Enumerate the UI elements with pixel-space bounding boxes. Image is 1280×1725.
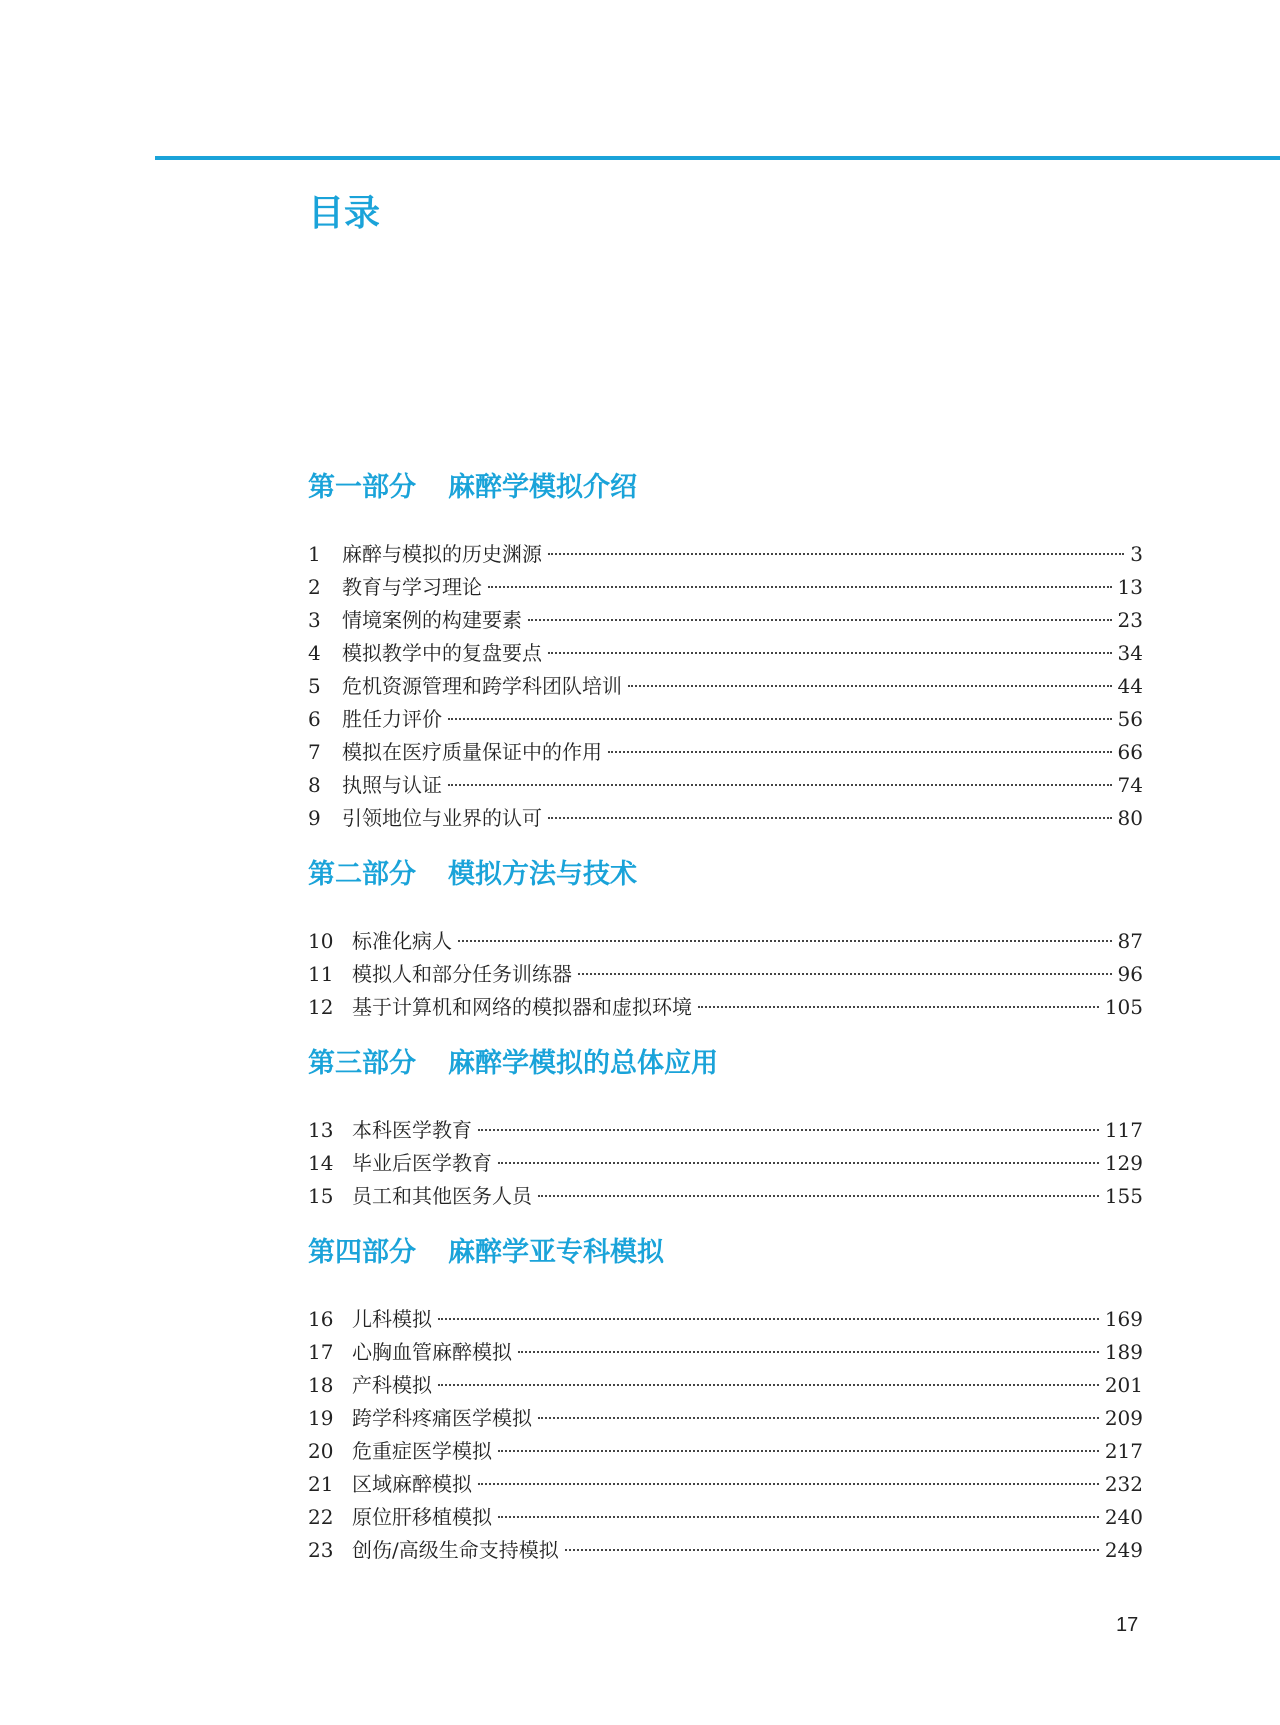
chapter-page: 117 xyxy=(1104,1118,1143,1142)
chapter-page: 201 xyxy=(1104,1373,1143,1397)
chapter-page: 249 xyxy=(1104,1538,1143,1562)
toc-entry[interactable] xyxy=(308,958,1143,991)
chapter-number: 1 xyxy=(308,542,321,566)
chapter-page: 129 xyxy=(1104,1151,1143,1175)
chapter-number: 17 xyxy=(308,1340,334,1364)
chapter-title: 标准化病人 xyxy=(352,929,452,953)
chapter-number: 5 xyxy=(308,674,321,698)
dot-leader xyxy=(608,751,1112,753)
dot-leader xyxy=(698,1006,1099,1008)
toc-entry[interactable] xyxy=(308,1534,1143,1567)
chapter-page: 23 xyxy=(1117,608,1143,632)
toc-entry[interactable] xyxy=(308,1336,1143,1369)
chapter-title: 麻醉与模拟的历史渊源 xyxy=(342,542,542,566)
chapter-title: 模拟在医疗质量保证中的作用 xyxy=(342,740,602,764)
chapter-list xyxy=(308,1303,1143,1567)
toc-entry[interactable] xyxy=(308,769,1143,802)
dot-leader xyxy=(478,1483,1099,1485)
toc-entry[interactable] xyxy=(308,703,1143,736)
chapter-page: 155 xyxy=(1104,1184,1143,1208)
toc-title: 目录 xyxy=(308,193,381,234)
chapter-number: 10 xyxy=(308,929,334,953)
dot-leader xyxy=(628,685,1112,687)
chapter-number: 19 xyxy=(308,1406,334,1430)
chapter-page: 80 xyxy=(1117,806,1143,830)
toc-entry[interactable] xyxy=(308,1147,1143,1180)
chapter-number: 8 xyxy=(308,773,321,797)
chapter-number: 22 xyxy=(308,1505,334,1529)
chapter-title: 员工和其他医务人员 xyxy=(352,1184,532,1208)
chapter-title: 情境案例的构建要素 xyxy=(342,608,522,632)
part-number: 第三部分 xyxy=(308,1048,416,1079)
chapter-page: 87 xyxy=(1117,929,1143,953)
part-number: 第二部分 xyxy=(308,859,416,890)
dot-leader xyxy=(548,817,1112,819)
chapter-page: 74 xyxy=(1117,773,1143,797)
chapter-title: 危重症医学模拟 xyxy=(352,1439,492,1463)
chapter-list xyxy=(308,925,1143,1024)
chapter-title: 心胸血管麻醉模拟 xyxy=(352,1340,512,1364)
toc-entry[interactable] xyxy=(308,1501,1143,1534)
part-name: 麻醉学亚专科模拟 xyxy=(448,1237,664,1268)
chapter-number: 16 xyxy=(308,1307,334,1331)
part-number: 第四部分 xyxy=(308,1237,416,1268)
dot-leader xyxy=(498,1516,1099,1518)
toc-entry[interactable] xyxy=(308,571,1143,604)
chapter-page: 66 xyxy=(1117,740,1143,764)
dot-leader xyxy=(538,1417,1099,1419)
toc-entry[interactable] xyxy=(308,991,1143,1024)
dot-leader xyxy=(548,652,1112,654)
part-heading xyxy=(308,855,1143,895)
toc-entry[interactable] xyxy=(308,1468,1143,1501)
chapter-number: 11 xyxy=(308,962,334,986)
chapter-title: 跨学科疼痛医学模拟 xyxy=(352,1406,532,1430)
toc-entry[interactable] xyxy=(308,1303,1143,1336)
dot-leader xyxy=(458,940,1112,942)
chapter-number: 15 xyxy=(308,1184,334,1208)
chapter-page: 105 xyxy=(1104,995,1143,1019)
chapter-number: 12 xyxy=(308,995,334,1019)
chapter-title: 儿科模拟 xyxy=(352,1307,432,1331)
chapter-page: 34 xyxy=(1117,641,1143,665)
chapter-title: 原位肝移植模拟 xyxy=(352,1505,492,1529)
dot-leader xyxy=(548,553,1124,555)
dot-leader xyxy=(438,1318,1099,1320)
toc-entry[interactable] xyxy=(308,736,1143,769)
part-heading xyxy=(308,1044,1143,1084)
dot-leader xyxy=(488,586,1112,588)
chapter-number: 2 xyxy=(308,575,321,599)
dot-leader xyxy=(528,619,1112,621)
chapter-title: 胜任力评价 xyxy=(342,707,442,731)
part-spacer xyxy=(308,1024,1143,1044)
dot-leader xyxy=(578,973,1112,975)
toc-entry[interactable] xyxy=(308,670,1143,703)
chapter-page: 44 xyxy=(1117,674,1143,698)
toc-entry[interactable] xyxy=(308,538,1143,571)
chapter-number: 3 xyxy=(308,608,321,632)
table-of-contents xyxy=(308,468,1143,1567)
chapter-number: 23 xyxy=(308,1538,334,1562)
chapter-number: 20 xyxy=(308,1439,334,1463)
chapter-list xyxy=(308,538,1143,835)
chapter-number: 13 xyxy=(308,1118,334,1142)
chapter-title: 教育与学习理论 xyxy=(342,575,482,599)
chapter-number: 21 xyxy=(308,1472,334,1496)
dot-leader xyxy=(478,1129,1099,1131)
dot-leader xyxy=(518,1351,1099,1353)
dot-leader xyxy=(438,1384,1099,1386)
chapter-title: 危机资源管理和跨学科团队培训 xyxy=(342,674,622,698)
chapter-title: 模拟人和部分任务训练器 xyxy=(352,962,572,986)
chapter-page: 240 xyxy=(1104,1505,1143,1529)
toc-entry[interactable] xyxy=(308,1114,1143,1147)
toc-entry[interactable] xyxy=(308,1369,1143,1402)
chapter-page: 232 xyxy=(1104,1472,1143,1496)
chapter-title: 基于计算机和网络的模拟器和虚拟环境 xyxy=(352,995,692,1019)
chapter-title: 执照与认证 xyxy=(342,773,442,797)
dot-leader xyxy=(448,718,1112,720)
toc-entry[interactable] xyxy=(308,604,1143,637)
chapter-page: 209 xyxy=(1104,1406,1143,1430)
toc-entry[interactable] xyxy=(308,802,1143,835)
dot-leader xyxy=(498,1450,1099,1452)
chapter-title: 产科模拟 xyxy=(352,1373,432,1397)
part-spacer xyxy=(308,835,1143,855)
chapter-number: 9 xyxy=(308,806,321,830)
chapter-title: 本科医学教育 xyxy=(352,1118,472,1142)
chapter-title: 创伤/高级生命支持模拟 xyxy=(352,1538,559,1562)
chapter-number: 14 xyxy=(308,1151,334,1175)
chapter-title: 毕业后医学教育 xyxy=(352,1151,492,1175)
chapter-number: 4 xyxy=(308,641,321,665)
toc-part xyxy=(308,1044,1143,1233)
toc-entry[interactable] xyxy=(308,1435,1143,1468)
part-name: 模拟方法与技术 xyxy=(448,859,637,890)
page-number: 17 xyxy=(1116,1614,1139,1636)
part-heading xyxy=(308,1233,1143,1273)
chapter-page: 96 xyxy=(1117,962,1143,986)
chapter-page: 3 xyxy=(1130,542,1143,566)
chapter-title: 模拟教学中的复盘要点 xyxy=(342,641,542,665)
toc-part xyxy=(308,1233,1143,1567)
chapter-page: 169 xyxy=(1104,1307,1143,1331)
toc-entry[interactable] xyxy=(308,1402,1143,1435)
dot-leader xyxy=(565,1549,1099,1551)
toc-entry[interactable] xyxy=(308,925,1143,958)
part-number: 第一部分 xyxy=(308,472,416,503)
chapter-page: 217 xyxy=(1104,1439,1143,1463)
toc-part xyxy=(308,468,1143,855)
part-spacer xyxy=(308,1213,1143,1233)
dot-leader xyxy=(538,1195,1099,1197)
dot-leader xyxy=(498,1162,1099,1164)
chapter-list xyxy=(308,1114,1143,1213)
part-heading xyxy=(308,468,1143,508)
header-rule xyxy=(155,156,1280,160)
chapter-page: 189 xyxy=(1104,1340,1143,1364)
chapter-number: 6 xyxy=(308,707,321,731)
toc-part xyxy=(308,855,1143,1044)
chapter-title: 引领地位与业界的认可 xyxy=(342,806,542,830)
dot-leader xyxy=(448,784,1112,786)
part-name: 麻醉学模拟介绍 xyxy=(448,472,637,503)
toc-entry[interactable] xyxy=(308,637,1143,670)
chapter-number: 7 xyxy=(308,740,321,764)
chapter-title: 区域麻醉模拟 xyxy=(352,1472,472,1496)
part-name: 麻醉学模拟的总体应用 xyxy=(448,1048,718,1079)
toc-entry[interactable] xyxy=(308,1180,1143,1213)
chapter-page: 13 xyxy=(1117,575,1143,599)
chapter-number: 18 xyxy=(308,1373,334,1397)
chapter-page: 56 xyxy=(1117,707,1143,731)
